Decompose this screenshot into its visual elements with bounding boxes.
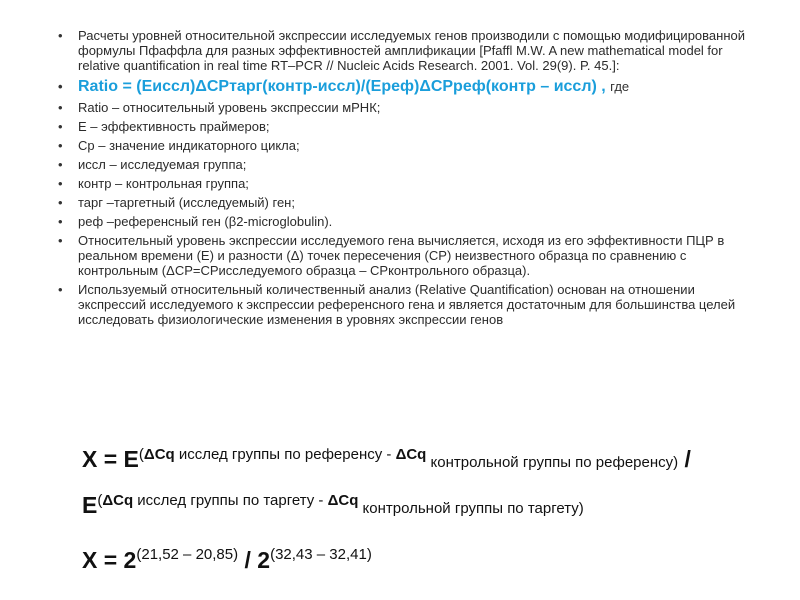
bullet-relative-quant: • Используемый относительный количественный анализ (Relative Quantification) основан на отношении экспрессий исследуемого к экспрессии референсного гена и является достаточным для большинства целей исследовать физиологические изменения в уровнях экспрессии генов [56,282,746,327]
bullet-expression-calc: • Относительный уровень экспрессии исследуемого гена вычисляется, исходя из его эффективности ПЦР в реальном времени (E) и разности (Δ) точек пересечения (CP) неизвестного образца по сравнению с контрольным (ΔCP=CPисследуемого образца – CPконтрольного образца). [56,233,746,278]
bullet-list [56,28,746,331]
formula-divider: / E [82,446,691,518]
delta-cq-label: ΔCq [102,492,134,509]
bullet-def-ref: • реф –референсный ген (β2-microglobulin). [56,214,746,229]
delta-cq-label: ΔCq [143,446,175,463]
bullet-def-e: • E – эффективность праймеров; [56,119,746,134]
delta-cq-label: ΔCq [327,492,359,509]
bullet-intro: • Расчеты уровней относительной экспрессии исследуемых генов производили с помощью модифицированной формулы Пфаффла для разных эффективностей амплификации [Pfaffl M.W. A new mathematical model for relative quantification in real time RT–PCR // Nucleic Acids Research. 2001. Vol. 29(9). P. 45.]: [56,28,746,73]
bullet-def-targ: • тарг –таргетный (исследуемый) ген; [56,195,746,210]
result-divider: / 2 [238,547,271,573]
delta-cq-label: ΔCq [395,446,427,463]
formula-exp1-text: исслед группы по референсу - [174,446,396,463]
general-formula [82,436,722,528]
formula-exp2-text: исслед группы по таргету - [133,492,328,509]
result-exponent-2: (32,43 – 32,41) [270,546,372,563]
result-formula [82,546,372,574]
formula-exp1-text2: контрольной группы по референсу) [426,454,679,471]
formula-lhs: X = E [82,446,139,472]
bullet-def-issl: • иссл – исследуемая группа; [56,157,746,172]
bullet-def-kontr: • контр – контрольная группа; [56,176,746,191]
result-exponent-1: (21,52 – 20,85) [136,546,239,563]
bullet-ratio-formula [56,77,746,96]
bullet-def-cp: • Cp – значение индикаторного цикла; [56,138,746,153]
ratio-formula-text: Ratio = (Еиссл)ΔCPтарг(контр-иссл)/(Ереф)ΔCPреф(контр – иссл) , [78,78,606,95]
result-lhs: X = 2 [82,547,137,573]
bullet-def-ratio: • Ratio – относительный уровень экспрессии мРНК; [56,100,746,115]
formula-exponent-2: (ΔCq исслед группы по таргету - ΔCq [97,492,359,509]
ratio-suffix: где [610,79,630,94]
formula-exponent-1: (ΔCq исслед группы по референсу - ΔCq [138,446,427,463]
formula-exp2-text2: контрольной группы по таргету) [358,500,584,517]
